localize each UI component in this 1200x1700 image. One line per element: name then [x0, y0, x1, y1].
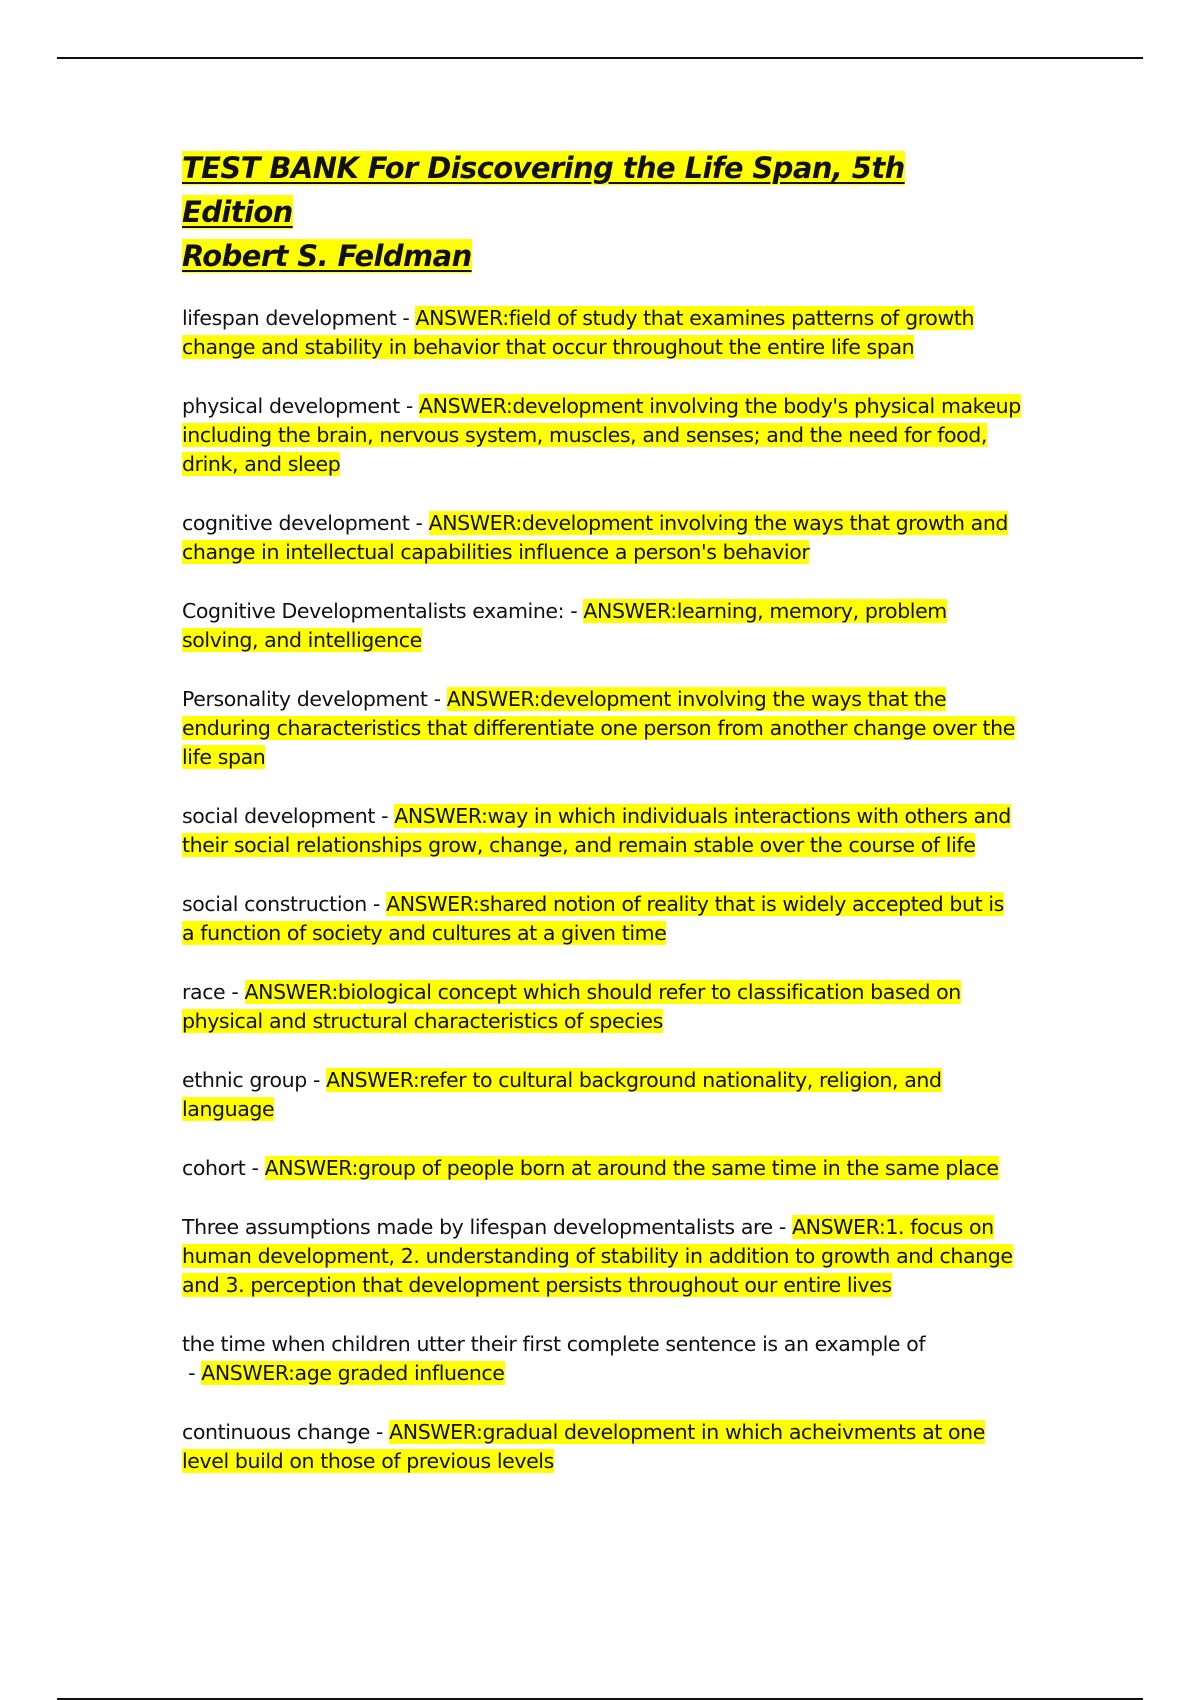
entry-term: Three assumptions made by lifespan developmentalists are — [182, 1215, 773, 1239]
entry-answer: ANSWER:development involving the ways that the enduring characteristics that differentiate one person from another change over the life span — [182, 687, 1015, 769]
entry-answer: ANSWER:refer to cultural background nationality, religion, and language — [182, 1068, 942, 1121]
entry-separator: - — [369, 1420, 390, 1444]
document-body — [182, 146, 1022, 1506]
qa-entry — [182, 597, 1022, 655]
entry-answer: ANSWER:biological concept which should refer to classification based on physical and structural characteristics of species — [182, 980, 961, 1033]
qa-list — [182, 304, 1022, 1476]
entry-answer: ANSWER:group of people born at around the same time in the same place — [264, 1156, 999, 1180]
qa-entry — [182, 1066, 1022, 1124]
entry-separator: - — [366, 892, 387, 916]
entry-term: lifespan development — [182, 306, 397, 330]
title-line-1: TEST BANK For Discovering the Life Span, 5th Edition — [182, 151, 905, 229]
qa-entry — [182, 802, 1022, 860]
entry-answer: ANSWER:way in which individuals interactions with others and their social relationships grow, change, and remain stable over the course of life — [182, 804, 1011, 857]
entry-term: cognitive development — [182, 511, 410, 535]
entry-separator: - — [182, 1361, 202, 1385]
qa-entry — [182, 304, 1022, 362]
entry-answer: ANSWER:field of study that examines patterns of growth change and stability in behavior that occur throughout the entire life span — [182, 306, 975, 359]
entry-answer: ANSWER:development involving the body's physical makeup including the brain, nervous system, muscles, and senses; and the need for food, drink, and sleep — [182, 394, 1021, 476]
entry-term: Personality development — [182, 687, 428, 711]
qa-entry — [182, 509, 1022, 567]
entry-separator: - — [375, 804, 395, 828]
qa-entry — [182, 1418, 1022, 1476]
entry-term: cohort — [182, 1156, 246, 1180]
qa-entry — [182, 1154, 1022, 1183]
top-rule — [57, 57, 1143, 59]
entry-separator: - — [409, 511, 429, 535]
qa-entry — [182, 392, 1022, 479]
entry-term: physical development — [182, 394, 400, 418]
entry-answer: ANSWER:development involving the ways that growth and change in intellectual capabilities influence a person's behavior — [182, 511, 1009, 564]
entry-answer: ANSWER:shared notion of reality that is widely accepted but is a function of society and cultures at a given time — [182, 892, 1004, 945]
document-title — [182, 146, 1022, 278]
entry-answer: ANSWER:gradual development in which acheivments at one level build on those of previous levels — [182, 1420, 985, 1473]
entry-separator: - — [306, 1068, 327, 1092]
qa-entry — [182, 890, 1022, 948]
entry-term: continuous change — [182, 1420, 370, 1444]
entry-term: the time when children utter their first complete sentence is an example of — [182, 1332, 926, 1356]
entry-separator: - — [399, 394, 420, 418]
entry-separator: - — [396, 306, 416, 330]
entry-term: social development — [182, 804, 375, 828]
title-line-2: Robert S. Feldman — [182, 239, 472, 273]
entry-answer: ANSWER:learning, memory, problem solving, and intelligence — [182, 599, 947, 652]
entry-separator: - — [564, 599, 584, 623]
entry-term: Cognitive Developmentalists examine: — [182, 599, 565, 623]
entry-answer: ANSWER:age graded influence — [201, 1361, 505, 1385]
entry-term: ethnic group — [182, 1068, 307, 1092]
qa-entry — [182, 978, 1022, 1036]
entry-term: social construction — [182, 892, 367, 916]
entry-separator: - — [427, 687, 447, 711]
entry-term: race — [182, 980, 226, 1004]
qa-entry — [182, 1213, 1022, 1300]
entry-answer: ANSWER:1. focus on human development, 2. understanding of stability in addition to growth and change and 3. perception that development persists throughout our entire lives — [182, 1215, 1013, 1297]
entry-separator: - — [225, 980, 245, 1004]
qa-entry — [182, 685, 1022, 772]
entry-separator: - — [245, 1156, 265, 1180]
qa-entry — [182, 1330, 1022, 1388]
entry-separator: - — [772, 1215, 793, 1239]
